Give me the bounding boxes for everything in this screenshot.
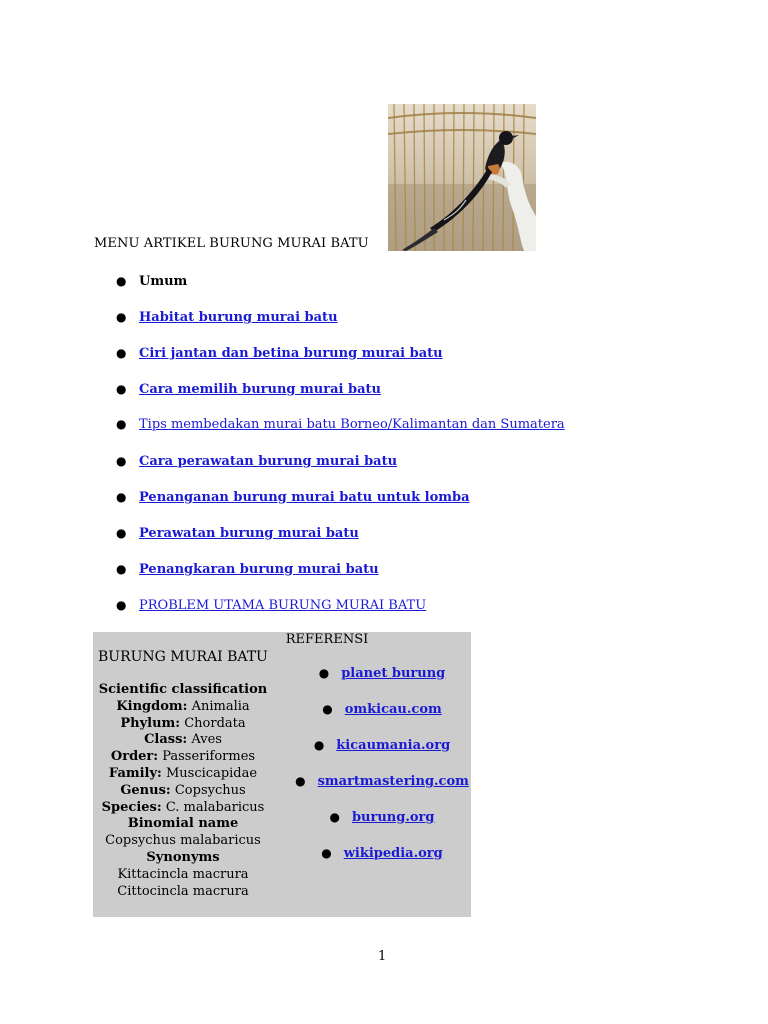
bullet-icon: ● [116,274,127,288]
menu-item-label: Umum [139,274,188,289]
menu-item-memilih [116,381,381,398]
link-smartmastering[interactable]: smartmastering.com [317,774,469,789]
bullet-icon: ● [321,846,332,860]
genus-row: Genus: Copsychus [120,782,246,798]
family-row: Family: Muscicapidae [108,765,258,781]
species-title: BURUNG MURAI BATU [98,649,268,665]
binomial-name: Copsychus malabaricus [105,833,261,849]
bullet-icon: ● [116,526,127,540]
bullet-icon: ● [116,490,127,504]
menu-item-penangkaran [116,561,379,578]
bullet-icon: ● [329,810,340,824]
reference-link-item [293,702,471,717]
menu-item-tips [116,416,565,433]
reference-link-item [293,846,471,861]
binomial-heading: Binomial name [127,816,239,832]
menu-link-perawatan[interactable]: Perawatan burung murai batu [139,526,359,541]
menu-link-penanganan[interactable]: Penanganan burung murai batu untuk lomba [139,490,470,505]
menu-item-umum [116,273,187,290]
menu-item-penanganan [116,489,470,506]
link-planet-burung[interactable]: planet burung [341,666,446,681]
bullet-icon: ● [116,417,127,431]
synonyms-heading: Synonyms [146,849,220,865]
bullet-icon: ● [295,774,306,788]
reference-box [93,632,471,917]
reference-link-item [293,810,471,825]
link-burung-org[interactable]: burung.org [351,810,435,825]
menu-item-perawatan [116,525,359,542]
bullet-icon: ● [318,666,330,680]
phylum-row: Phylum: Chordata [120,715,246,731]
bullet-icon: ● [322,702,333,716]
menu-item-problem [116,597,426,614]
reference-link-item [293,666,471,681]
bird-photo [388,104,536,251]
menu-item-perawatan-cara [116,453,397,470]
classification-table [93,682,273,900]
menu-title: MENU ARTIKEL BURUNG MURAI BATU [94,236,369,251]
bullet-icon: ● [116,562,127,576]
menu-item-ciri [116,345,443,362]
bullet-icon: ● [313,738,325,752]
species-row: Species: C. malabaricus [101,799,265,815]
synonym-item: Kittacincla macrura [117,866,249,882]
menu-link-cara-perawatan[interactable]: Cara perawatan burung murai batu [139,454,398,469]
kingdom-row: Kingdom: Animalia [116,698,250,714]
menu-link-tips[interactable]: Tips membedakan murai batu Borneo/Kalimantan dan Sumatera [139,417,565,432]
synonym-item: Cittocincla macrura [117,883,249,899]
link-omkicau[interactable]: omkicau.com [344,702,442,717]
classification-heading: Scientific classification [98,682,268,697]
page-number: 1 [378,949,387,964]
bullet-icon: ● [116,598,127,612]
order-row: Order: Passeriformes [110,749,256,765]
reference-link-item [293,738,471,753]
class-row: Class: Aves [144,732,222,748]
link-wikipedia[interactable]: wikipedia.org [343,846,443,861]
bullet-icon: ● [116,346,127,360]
menu-link-habitat[interactable]: Habitat burung murai batu [139,310,338,325]
bullet-icon: ● [116,454,127,468]
bullet-icon: ● [116,382,127,396]
menu-link-memilih[interactable]: Cara memilih burung murai batu [139,382,381,397]
menu-link-penangkaran[interactable]: Penangkaran burung murai batu [139,562,379,577]
link-kicaumania[interactable]: kicaumania.org [336,738,451,753]
menu-link-ciri[interactable]: Ciri jantan dan betina burung murai batu [139,346,443,361]
reference-heading: REFERENSI [285,632,369,647]
menu-item-habitat [116,309,338,326]
menu-link-problem[interactable]: PROBLEM UTAMA BURUNG MURAI BATU [139,598,427,613]
reference-link-item [293,774,471,789]
bullet-icon: ● [116,310,127,324]
